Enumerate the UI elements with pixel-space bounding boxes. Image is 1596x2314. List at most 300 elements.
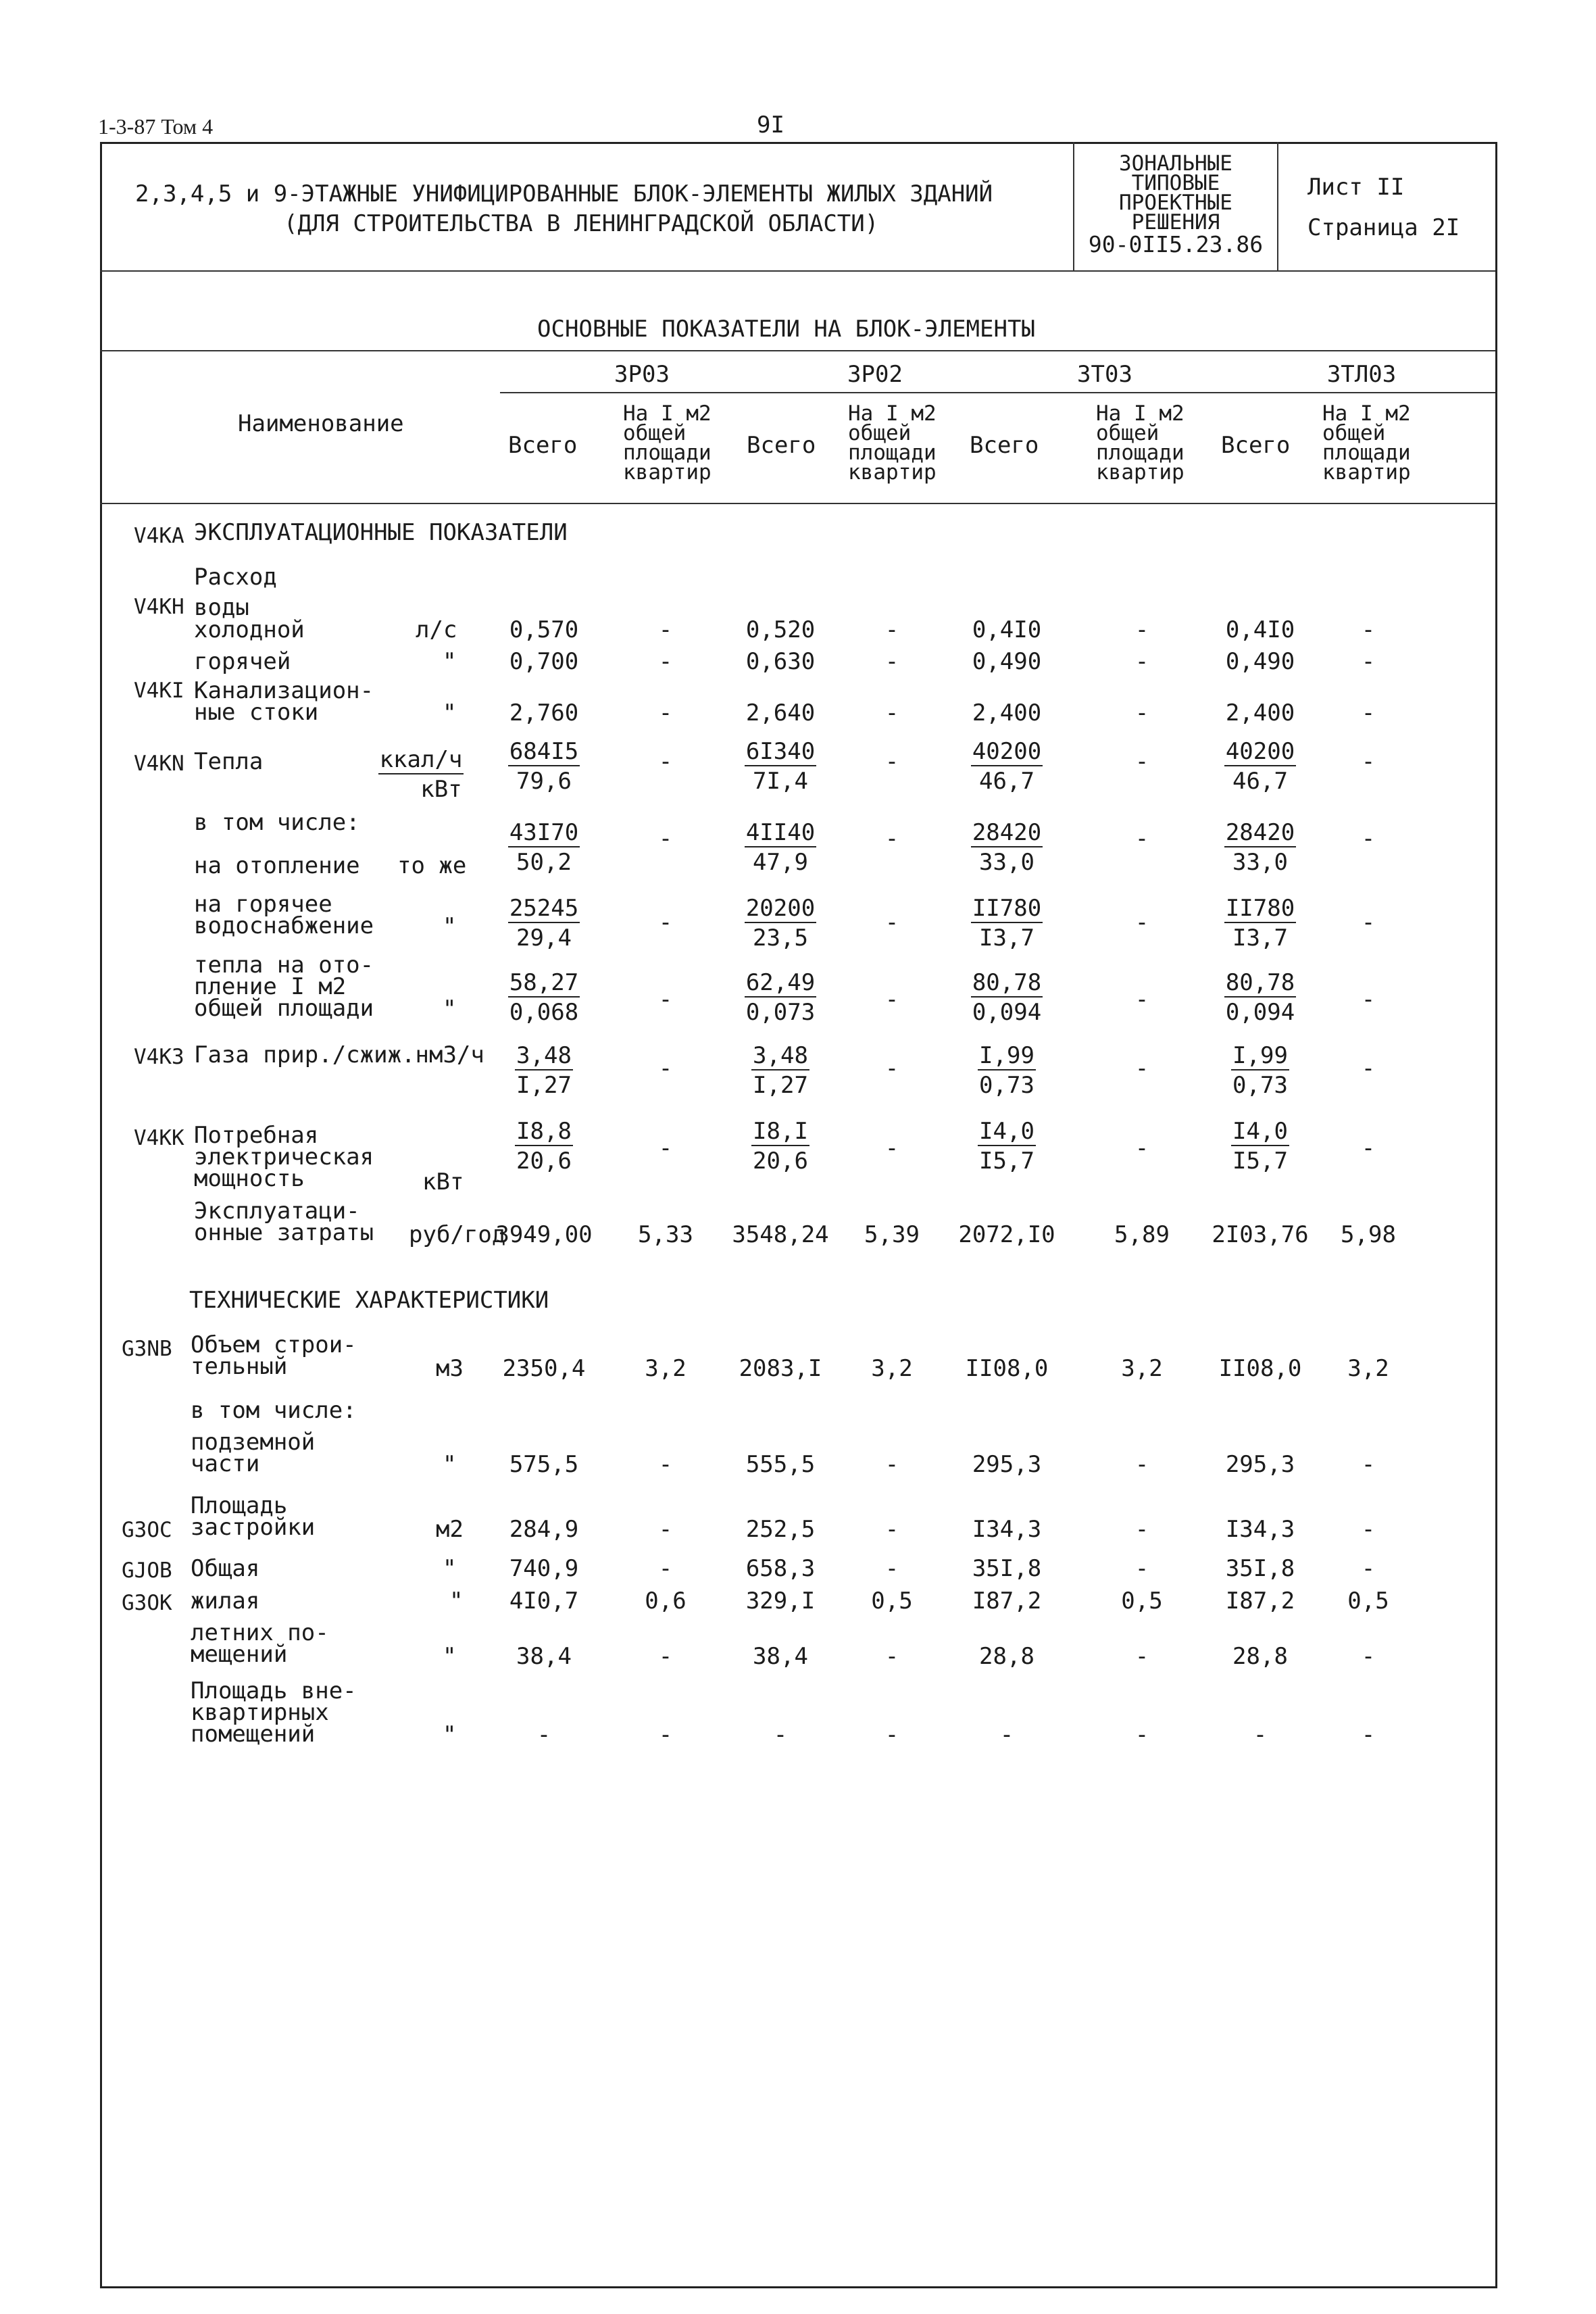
label-footprint — [191, 1492, 316, 1541]
unit-heat-bottom: кВт — [420, 776, 462, 803]
section-technical: ТЕХНИЧЕСКИЕ ХАРАКТЕРИСТИКИ — [189, 1287, 549, 1314]
cell-hotwater-0-denominator: 29,4 — [516, 925, 572, 952]
cell-heat-1 — [720, 737, 841, 796]
cell-gas-0-numerator: 3,48 — [516, 1042, 572, 1069]
unit-heat-m2: " — [443, 995, 457, 1023]
dash-power-0: - — [658, 1135, 673, 1162]
cell-costs-0: 3949,00 — [495, 1221, 593, 1248]
cell-gas-3-numerator: I,99 — [1232, 1042, 1288, 1069]
label-sewer-l2: ные стоки — [194, 699, 319, 726]
cell-hot-2: 0,630 — [745, 648, 816, 675]
col-perm2-4-l4: квартир — [1322, 460, 1411, 485]
title-divider — [100, 270, 1495, 272]
group-3p02: 3Р02 — [847, 361, 903, 388]
cell-sewer-2: 2,640 — [745, 699, 816, 727]
label-total-area: Общая — [191, 1555, 260, 1582]
unit-footprint: м2 — [436, 1516, 464, 1543]
col-perm2-1 — [623, 401, 712, 485]
header-bottom-line — [100, 503, 1495, 504]
dash-heat-2: - — [1134, 748, 1149, 775]
label-hot: горячей — [194, 648, 291, 675]
label-heat: Тепла — [194, 748, 264, 775]
group-3tl03: 3ТЛ03 — [1326, 361, 1397, 388]
cell-volume-0: 2350,4 — [502, 1355, 586, 1382]
cell-living-4: I87,2 — [972, 1587, 1042, 1615]
cell-power-3 — [1199, 1116, 1321, 1176]
cell-sewer-6: 2,400 — [1225, 699, 1295, 727]
label-cold: холодной — [194, 616, 305, 643]
cell-hotwater-2 — [946, 893, 1068, 953]
label-heat-m2-l1: тепла на ото- — [194, 952, 374, 979]
cell-volume-3: 3,2 — [871, 1355, 913, 1382]
zonal-line-4: РЕШЕНИЯ — [1131, 210, 1220, 235]
col-perm2-3-l1: На I м2 — [1096, 401, 1184, 426]
unit-hot: " — [443, 648, 457, 675]
code-v4ka: V4KA — [134, 524, 184, 548]
cell-living-3: 0,5 — [871, 1587, 913, 1615]
cell-costs-1: 5,33 — [638, 1221, 693, 1248]
cell-heating-0-denominator: 50,2 — [516, 849, 572, 876]
cell-hot-4: 0,490 — [972, 648, 1042, 675]
zonal-line-1: ЗОНАЛЬНЫЕ — [1119, 151, 1232, 176]
cell-cold-7: - — [1361, 616, 1376, 643]
col-perm2-2 — [848, 401, 937, 485]
label-summer-l1: летних по- — [191, 1619, 329, 1646]
unit-living: " — [449, 1587, 464, 1615]
code-v4kn: V4KN — [134, 752, 184, 776]
col-perm2-2-l2: общей — [848, 421, 912, 445]
dash-incl-2: - — [1134, 825, 1149, 852]
cell-total-area-2: 658,3 — [745, 1555, 816, 1582]
label-extra — [191, 1677, 357, 1748]
cell-heat-m2-2-denominator: 0,094 — [972, 999, 1042, 1026]
dash-power-1: - — [884, 1135, 899, 1162]
doc-title-line2: (ДЛЯ СТРОИТЕЛЬСТВА В ЛЕНИНГРАДСКОЙ ОБЛАСТИ) — [284, 210, 879, 237]
cell-gas-3 — [1199, 1041, 1321, 1100]
cell-extra-2: - — [773, 1721, 788, 1748]
cell-costs-6: 2I03,76 — [1212, 1221, 1309, 1248]
code-v4ki: V4KI — [134, 679, 184, 703]
cell-heat-0 — [483, 737, 605, 796]
title-divider-v2 — [1277, 142, 1278, 270]
col-total-1: Всего — [508, 432, 578, 459]
cell-heat-m2-1 — [720, 968, 841, 1027]
cell-heat-m2-0 — [483, 968, 605, 1027]
cell-summer-6: 28,8 — [1232, 1643, 1288, 1670]
header-top-line — [100, 350, 1495, 351]
cell-heat-0-numerator: 684I5 — [509, 738, 579, 765]
cell-hot-3: - — [884, 648, 899, 675]
sheet-label: Лист II — [1307, 174, 1405, 201]
label-summer — [191, 1619, 329, 1668]
cell-hotwater-3 — [1199, 893, 1321, 953]
dash-heat-3: - — [1361, 748, 1376, 775]
cell-heating-3 — [1199, 818, 1321, 877]
dash-heat-m2-2: - — [1134, 986, 1149, 1013]
label-extra-l3: помещений — [191, 1721, 316, 1748]
unit-costs: руб/год — [409, 1221, 506, 1248]
cell-volume-4: II08,0 — [965, 1355, 1049, 1382]
dash-hotwater-0: - — [658, 909, 673, 936]
cell-sewer-4: 2,400 — [972, 699, 1042, 727]
cell-gas-0 — [483, 1041, 605, 1100]
cell-hotwater-2-numerator: II780 — [972, 895, 1042, 922]
cell-power-1-denominator: 20,6 — [753, 1148, 808, 1175]
zonal-code: 90-0II5.23.86 — [1088, 231, 1264, 257]
dash-power-3: - — [1361, 1135, 1376, 1162]
label-power-l3: мощность — [194, 1165, 305, 1192]
dash-power-2: - — [1134, 1135, 1149, 1162]
page-number: 9I — [757, 112, 784, 139]
cell-footprint-2: 252,5 — [745, 1516, 816, 1543]
cell-extra-7: - — [1361, 1721, 1376, 1748]
cell-gas-2-numerator: I,99 — [979, 1042, 1034, 1069]
page-label: Страница 2I — [1307, 214, 1460, 241]
label-power — [194, 1122, 374, 1192]
col-perm2-2-l1: На I м2 — [848, 401, 937, 426]
dash-heat-m2-1: - — [884, 986, 899, 1013]
cell-heat-m2-0-denominator: 0,068 — [509, 999, 579, 1026]
label-costs-l2: онные затраты — [194, 1219, 374, 1246]
cell-summer-4: 28,8 — [979, 1643, 1034, 1670]
cell-total-area-4: 35I,8 — [972, 1555, 1042, 1582]
dash-heat-m2-0: - — [658, 986, 673, 1013]
cell-extra-5: - — [1134, 1721, 1149, 1748]
col-perm2-1-l2: общей — [623, 421, 687, 445]
cell-hotwater-2-denominator: I3,7 — [979, 925, 1034, 952]
cell-heating-1 — [720, 818, 841, 877]
dash-hotwater-2: - — [1134, 909, 1149, 936]
cell-footprint-6: I34,3 — [1225, 1516, 1295, 1543]
cell-hotwater-3-numerator: II780 — [1225, 895, 1295, 922]
zonal-line-3: ПРОЕКТНЫЕ — [1119, 191, 1232, 215]
cell-cold-5: - — [1134, 616, 1149, 643]
cell-power-0 — [483, 1116, 605, 1176]
cell-power-0-numerator: I8,8 — [516, 1118, 572, 1145]
cell-heating-1-numerator: 4II40 — [745, 819, 816, 846]
name-column-header: Наименование — [238, 410, 404, 437]
cell-living-2: 329,I — [745, 1587, 816, 1615]
unit-summer: " — [443, 1643, 457, 1670]
cell-heat-3 — [1199, 737, 1321, 796]
cell-costs-5: 5,89 — [1114, 1221, 1170, 1248]
unit-cold: л/с — [416, 616, 457, 643]
cell-underground-2: 555,5 — [745, 1451, 816, 1478]
cell-summer-5: - — [1134, 1643, 1149, 1670]
label-consumption: Расход — [194, 564, 277, 591]
cell-heat-2-denominator: 46,7 — [979, 768, 1034, 795]
col-perm2-4-l2: общей — [1322, 421, 1386, 445]
label-heat-m2-l2: пление I м2 — [194, 973, 347, 1000]
cell-sewer-3: - — [884, 699, 899, 727]
label-costs-l1: Эксплуатаци- — [194, 1198, 360, 1225]
cell-summer-2: 38,4 — [753, 1643, 808, 1670]
cell-gas-3-denominator: 0,73 — [1232, 1072, 1288, 1099]
cell-heat-0-denominator: 79,6 — [516, 768, 572, 795]
cell-power-0-denominator: 20,6 — [516, 1148, 572, 1175]
cell-footprint-0: 284,9 — [509, 1516, 579, 1543]
label-hotwater — [194, 893, 374, 937]
col-total-4: Всего — [1221, 432, 1291, 459]
cell-total-area-6: 35I,8 — [1225, 1555, 1295, 1582]
doc-reference: 1-3-87 Том 4 — [98, 114, 214, 139]
col-perm2-1-l1: На I м2 — [623, 401, 712, 426]
cell-hotwater-1-numerator: 20200 — [745, 895, 816, 922]
zonal-line-2: ТИПОВЫЕ — [1131, 171, 1220, 195]
cell-heat-2 — [946, 737, 1068, 796]
cell-costs-3: 5,39 — [864, 1221, 920, 1248]
cell-total-area-7: - — [1361, 1555, 1376, 1582]
table-caption: ОСНОВНЫЕ ПОКАЗАТЕЛИ НА БЛОК-ЭЛЕМЕНТЫ — [537, 316, 1035, 343]
cell-hot-1: - — [658, 648, 673, 675]
cell-summer-0: 38,4 — [516, 1643, 572, 1670]
cell-extra-4: - — [999, 1721, 1014, 1748]
cell-volume-7: 3,2 — [1347, 1355, 1389, 1382]
section-operating: ЭКСПЛУАТАЦИОННЫЕ ПОКАЗАТЕЛИ — [194, 519, 568, 546]
group-3t03: 3Т03 — [1077, 361, 1132, 388]
cell-costs-4: 2072,I0 — [958, 1221, 1055, 1248]
unit-total-area: " — [443, 1555, 457, 1582]
cell-total-area-3: - — [884, 1555, 899, 1582]
doc-title-line1: 2,3,4,5 и 9-ЭТАЖНЫЕ УНИФИЦИРОВАННЫЕ БЛОК-ЭЛЕМЕНТЫ ЖИЛЫХ ЗДАНИЙ — [135, 180, 993, 207]
cell-gas-1-numerator: 3,48 — [753, 1042, 808, 1069]
label-hotwater-l1: на горячее — [194, 891, 332, 918]
col-perm2-3 — [1096, 401, 1184, 485]
cell-summer-1: - — [658, 1643, 673, 1670]
unit-hotwater: " — [443, 913, 457, 940]
cell-living-1: 0,6 — [645, 1587, 687, 1615]
cell-heat-m2-1-numerator: 62,49 — [745, 969, 816, 996]
cell-heating-2-denominator: 33,0 — [979, 849, 1034, 876]
cell-hot-0: 0,700 — [509, 648, 579, 675]
cell-heat-2-numerator: 40200 — [972, 738, 1042, 765]
label-summer-l2: мещений — [191, 1641, 288, 1668]
label-gas: Газа прир./сжиж.нм3/ч — [194, 1041, 484, 1068]
code-gjob: GJOB — [122, 1558, 172, 1583]
dash-gas-3: - — [1361, 1055, 1376, 1082]
cell-gas-0-denominator: I,27 — [516, 1072, 572, 1099]
zonal-block — [1074, 151, 1277, 257]
cell-power-1 — [720, 1116, 841, 1176]
unit-volume: м3 — [436, 1355, 464, 1382]
label-living: жилая — [191, 1587, 260, 1615]
unit-heat-top: ккал/ч — [379, 746, 463, 773]
group-underline — [500, 392, 1495, 393]
dash-hotwater-1: - — [884, 909, 899, 936]
cell-heating-2-numerator: 28420 — [972, 819, 1042, 846]
cell-power-3-numerator: I4,0 — [1232, 1118, 1288, 1145]
col-perm2-3-l4: квартир — [1096, 460, 1184, 485]
col-perm2-2-l3: площади — [848, 441, 937, 465]
cell-heat-m2-3-denominator: 0,094 — [1225, 999, 1295, 1026]
dash-incl-3: - — [1361, 825, 1376, 852]
label-incl2: в том числе: — [191, 1397, 357, 1424]
cell-cold-6: 0,4I0 — [1225, 616, 1295, 643]
cell-heat-m2-3 — [1199, 968, 1321, 1027]
cell-cold-3: - — [884, 616, 899, 643]
label-sewer — [194, 677, 374, 726]
unit-power: кВт — [422, 1168, 464, 1196]
cell-footprint-4: I34,3 — [972, 1516, 1042, 1543]
code-v4kk: V4KK — [134, 1126, 184, 1150]
code-g3nb: G3NB — [122, 1337, 172, 1361]
label-footprint-l1: Площадь — [191, 1492, 288, 1519]
cell-sewer-7: - — [1361, 699, 1376, 727]
dash-gas-0: - — [658, 1055, 673, 1082]
label-water: воды — [194, 594, 249, 621]
cell-heat-1-numerator: 6I340 — [745, 738, 816, 765]
code-g3oc: G3OC — [122, 1518, 172, 1542]
cell-extra-6: - — [1253, 1721, 1268, 1748]
cell-extra-0: - — [537, 1721, 551, 1748]
cell-heating-3-denominator: 33,0 — [1232, 849, 1288, 876]
label-extra-l1: Площадь вне- — [191, 1677, 357, 1704]
label-footprint-l2: застройки — [191, 1514, 316, 1541]
unit-sewer: " — [443, 699, 457, 727]
cell-volume-1: 3,2 — [645, 1355, 687, 1382]
cell-total-area-1: - — [658, 1555, 673, 1582]
cell-underground-3: - — [884, 1451, 899, 1478]
label-volume — [191, 1331, 357, 1380]
cell-living-6: I87,2 — [1225, 1587, 1295, 1615]
cell-footprint-5: - — [1134, 1516, 1149, 1543]
col-perm2-3-l3: площади — [1096, 441, 1184, 465]
dash-gas-1: - — [884, 1055, 899, 1082]
cell-total-area-5: - — [1134, 1555, 1149, 1582]
cell-underground-0: 575,5 — [509, 1451, 579, 1478]
label-heat-m2-l3: общей площади — [194, 995, 374, 1022]
cell-power-3-denominator: I5,7 — [1232, 1148, 1288, 1175]
label-heating: на отопление — [194, 852, 360, 879]
col-perm2-1-l3: площади — [623, 441, 712, 465]
col-perm2-4-l1: На I м2 — [1322, 401, 1411, 426]
cell-hot-6: 0,490 — [1225, 648, 1295, 675]
dash-hotwater-3: - — [1361, 909, 1376, 936]
cell-costs-7: 5,98 — [1341, 1221, 1396, 1248]
label-volume-l2: тельный — [191, 1353, 288, 1380]
label-hotwater-l2: водоснабжение — [194, 912, 374, 939]
cell-living-0: 4I0,7 — [509, 1587, 579, 1615]
cell-heating-0 — [483, 818, 605, 877]
cell-gas-2-denominator: 0,73 — [979, 1072, 1034, 1099]
dash-incl-1: - — [884, 825, 899, 852]
code-g3ok: G3OK — [122, 1591, 172, 1615]
cell-sewer-0: 2,760 — [509, 699, 579, 727]
unit-underground: " — [443, 1451, 457, 1478]
cell-hotwater-0-numerator: 25245 — [509, 895, 579, 922]
cell-summer-3: - — [884, 1643, 899, 1670]
label-power-l2: электрическая — [194, 1143, 374, 1171]
cell-cold-2: 0,520 — [745, 616, 816, 643]
code-v4kz: V4KЗ — [134, 1045, 184, 1069]
dash-heat-m2-3: - — [1361, 986, 1376, 1013]
label-underground-l2: части — [191, 1450, 260, 1477]
cell-heat-1-denominator: 7I,4 — [753, 768, 808, 795]
label-underground-l1: подземной — [191, 1429, 316, 1456]
cell-hotwater-1-denominator: 23,5 — [753, 925, 808, 952]
cell-power-1-numerator: I8,I — [753, 1118, 808, 1145]
cell-heat-m2-2 — [946, 968, 1068, 1027]
cell-gas-1-denominator: I,27 — [753, 1072, 808, 1099]
cell-gas-1 — [720, 1041, 841, 1100]
cell-heat-3-denominator: 46,7 — [1232, 768, 1288, 795]
cell-heating-2 — [946, 818, 1068, 877]
dash-heat-1: - — [884, 748, 899, 775]
cell-heating-0-numerator: 43I70 — [509, 819, 579, 846]
cell-cold-1: - — [658, 616, 673, 643]
cell-heat-m2-1-denominator: 0,073 — [745, 999, 816, 1026]
cell-power-2-denominator: I5,7 — [979, 1148, 1034, 1175]
cell-heat-m2-3-numerator: 80,78 — [1225, 969, 1295, 996]
cell-heat-3-numerator: 40200 — [1225, 738, 1295, 765]
cell-summer-7: - — [1361, 1643, 1376, 1670]
cell-heating-1-denominator: 47,9 — [753, 849, 808, 876]
col-perm2-3-l2: общей — [1096, 421, 1159, 445]
label-sewer-l1: Канализацион- — [194, 677, 374, 704]
cell-volume-6: II08,0 — [1218, 1355, 1302, 1382]
unit-heating: то же — [397, 852, 467, 879]
dash-heat-0: - — [658, 748, 673, 775]
col-perm2-1-l4: квартир — [623, 460, 712, 485]
cell-hotwater-3-denominator: I3,7 — [1232, 925, 1288, 952]
cell-volume-5: 3,2 — [1121, 1355, 1163, 1382]
cell-volume-2: 2083,I — [739, 1355, 822, 1382]
cell-underground-4: 295,3 — [972, 1451, 1042, 1478]
cell-heating-3-numerator: 28420 — [1225, 819, 1295, 846]
cell-underground-1: - — [658, 1451, 673, 1478]
cell-living-5: 0,5 — [1121, 1587, 1163, 1615]
cell-sewer-1: - — [658, 699, 673, 727]
dash-gas-2: - — [1134, 1055, 1149, 1082]
label-underground — [191, 1431, 315, 1475]
cell-cold-4: 0,4I0 — [972, 616, 1042, 643]
cell-hotwater-0 — [483, 893, 605, 953]
label-costs — [194, 1200, 374, 1244]
cell-heat-m2-2-numerator: 80,78 — [972, 969, 1042, 996]
cell-total-area-0: 740,9 — [509, 1555, 579, 1582]
cell-footprint-7: - — [1361, 1516, 1376, 1543]
cell-underground-7: - — [1361, 1451, 1376, 1478]
label-incl: в том числе: — [194, 809, 360, 836]
cell-underground-6: 295,3 — [1225, 1451, 1295, 1478]
cell-extra-1: - — [658, 1721, 673, 1748]
cell-living-7: 0,5 — [1347, 1587, 1389, 1615]
cell-hot-7: - — [1361, 648, 1376, 675]
label-volume-l1: Объем строи- — [191, 1331, 357, 1358]
cell-hot-5: - — [1134, 648, 1149, 675]
col-perm2-2-l4: квартир — [848, 460, 937, 485]
cell-underground-5: - — [1134, 1451, 1149, 1478]
cell-hotwater-1 — [720, 893, 841, 953]
code-v4kh: V4KH — [134, 595, 184, 619]
label-extra-l2: квартирных — [191, 1699, 329, 1726]
label-heat-m2 — [194, 952, 374, 1022]
cell-sewer-5: - — [1134, 699, 1149, 727]
cell-footprint-3: - — [884, 1516, 899, 1543]
cell-power-2-numerator: I4,0 — [979, 1118, 1034, 1145]
label-power-l1: Потребная — [194, 1122, 319, 1149]
cell-gas-2 — [946, 1041, 1068, 1100]
col-total-3: Всего — [970, 432, 1039, 459]
unit-extra: " — [443, 1721, 457, 1748]
cell-costs-2: 3548,24 — [732, 1221, 829, 1248]
cell-heat-m2-0-numerator: 58,27 — [509, 969, 579, 996]
cell-footprint-1: - — [658, 1516, 673, 1543]
group-3p03: 3Р03 — [614, 361, 670, 388]
unit-heat — [370, 745, 472, 804]
col-perm2-4-l3: площади — [1322, 441, 1411, 465]
col-perm2-4 — [1322, 401, 1411, 485]
